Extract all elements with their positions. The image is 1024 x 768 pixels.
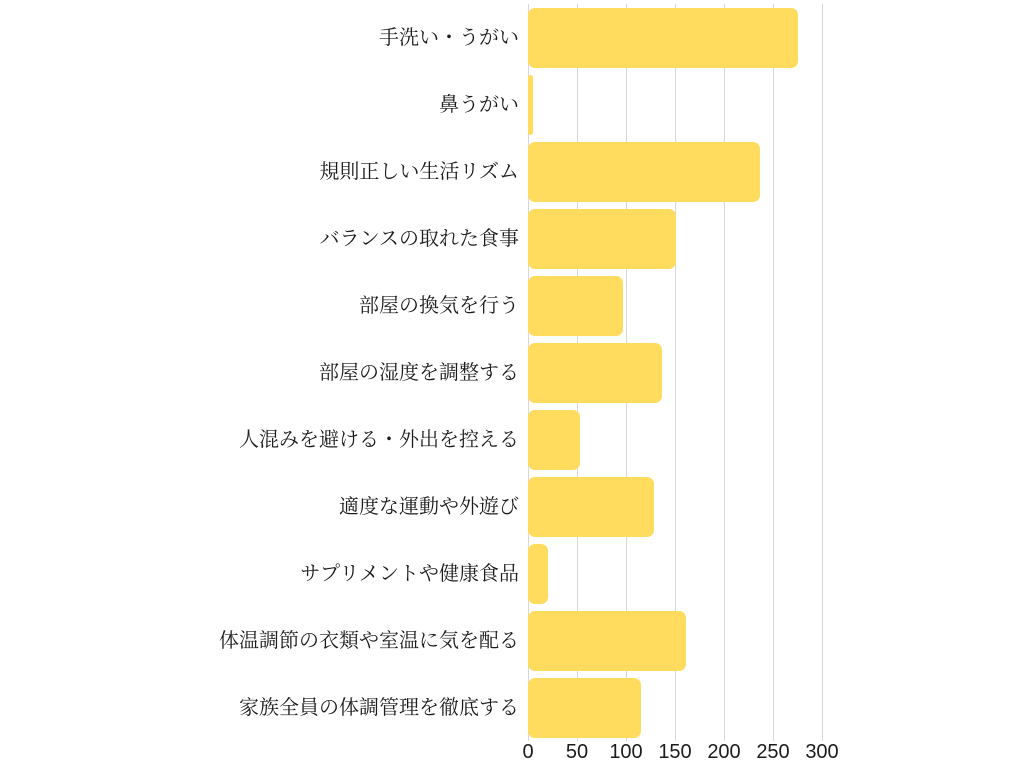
category-label: 手洗い・うがい xyxy=(379,26,519,49)
bar xyxy=(528,276,623,336)
bar xyxy=(528,611,686,671)
bar xyxy=(528,343,662,403)
bar-row xyxy=(0,339,900,406)
bar-row xyxy=(0,607,900,674)
bar xyxy=(528,142,760,202)
bar xyxy=(528,8,798,68)
category-label: 家族全員の体調管理を徹底する xyxy=(239,696,519,719)
bar xyxy=(528,75,533,135)
x-tick-label: 150 xyxy=(658,741,692,763)
bar-row xyxy=(0,138,900,205)
bar xyxy=(528,477,654,537)
x-tick-label: 200 xyxy=(707,741,741,763)
x-tick-label: 250 xyxy=(756,741,790,763)
x-tick-label: 0 xyxy=(522,741,534,763)
category-label: 部屋の湿度を調整する xyxy=(319,361,519,384)
bar-row xyxy=(0,71,900,138)
category-label: 体温調節の衣類や室温に気を配る xyxy=(219,629,519,652)
bar xyxy=(528,410,580,470)
bar xyxy=(528,678,641,738)
category-label: 適度な運動や外遊び xyxy=(339,495,519,518)
x-axis xyxy=(522,741,839,767)
x-tick-label: 300 xyxy=(805,741,839,763)
category-label: 部屋の換気を行う xyxy=(359,294,519,317)
bar-row xyxy=(0,540,900,607)
bar-row xyxy=(0,272,900,339)
category-label: 人混みを避ける・外出を控える xyxy=(239,428,519,451)
bar-rows xyxy=(0,4,900,741)
bar-row xyxy=(0,473,900,540)
bar-row xyxy=(0,4,900,71)
bar xyxy=(528,209,676,269)
x-tick-label: 100 xyxy=(609,741,643,763)
category-label: 鼻うがい xyxy=(439,93,519,116)
category-label: サプリメントや健康食品 xyxy=(300,562,519,585)
bar-row xyxy=(0,674,900,741)
x-tick-label: 50 xyxy=(565,741,589,763)
category-label: 規則正しい生活リズム xyxy=(319,160,519,183)
bar-row xyxy=(0,205,900,272)
category-label: バランスの取れた食事 xyxy=(319,227,519,250)
bar-row xyxy=(0,406,900,473)
bar xyxy=(528,544,548,604)
